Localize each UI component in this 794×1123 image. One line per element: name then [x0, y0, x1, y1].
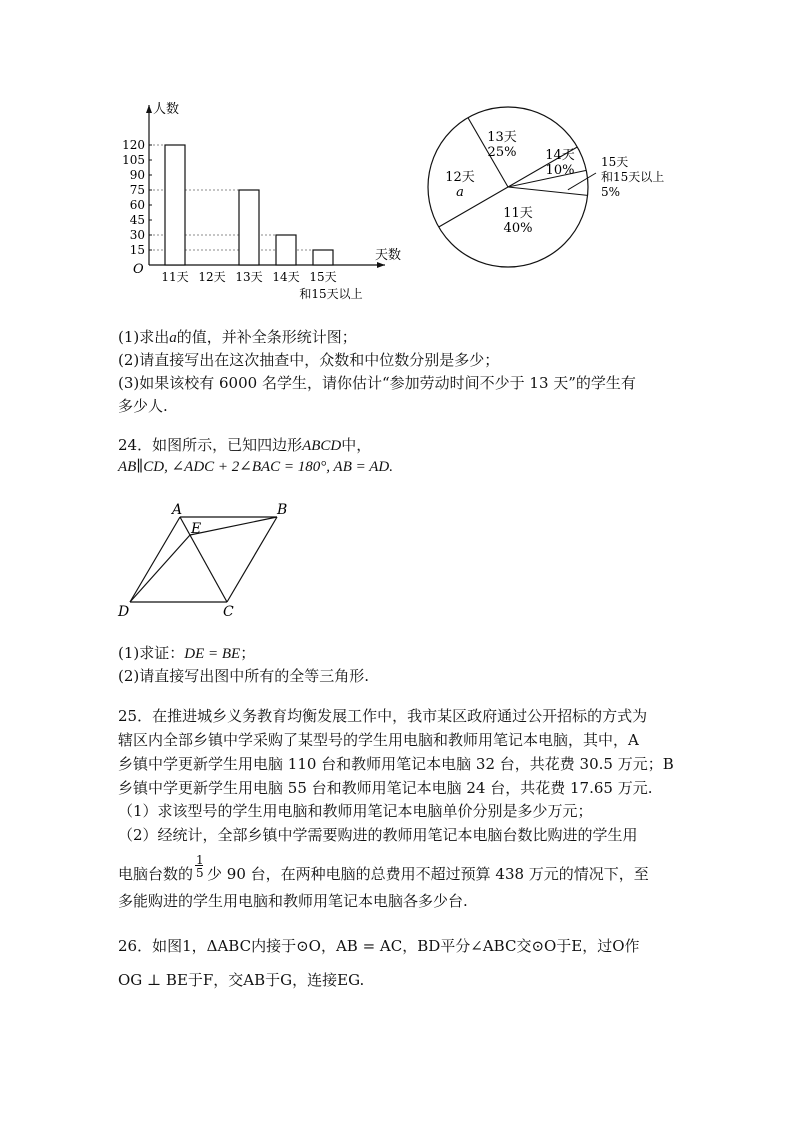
segment-de: [130, 535, 190, 602]
q25-line3: 乡镇中学更新学生用电脑 110 台和教师用笔记本电脑 32 台，共花费 30.5 万元；B: [118, 755, 674, 773]
pie-chart: [415, 95, 695, 275]
slice-label: 14天: [545, 148, 575, 163]
y-axis-arrow: [146, 105, 152, 113]
q25-line8: 多能购进的学生用电脑和教师用笔记本电脑各多少台.: [118, 892, 468, 910]
y-tick-label: 90: [129, 168, 145, 182]
q23-part1-text: (1)求出: [118, 328, 170, 346]
fraction: [193, 853, 207, 884]
slice-label: 13天: [487, 130, 517, 145]
q24-condition: AB∥CD, ∠ADC + 2∠BAC = 180°, AB = AD.: [118, 459, 393, 475]
q25-line1: 25．在推进城乡义务教育均衡发展工作中，我市某区政府通过公开招标的方式为: [118, 707, 648, 725]
q23-part3-line1: (3)如果该校有 6000 名学生，请你估计“参加劳动时间不少于 13 天”的学生有: [118, 374, 636, 392]
bar: [276, 235, 296, 265]
q24-text: 24．如图所示，已知四边形: [118, 436, 303, 454]
point-d-label: D: [118, 604, 130, 620]
geometry-figure: [112, 498, 302, 623]
bar: [239, 190, 259, 265]
segment-ad: [130, 517, 180, 602]
y-tick-label: 105: [122, 153, 145, 167]
q24-part1-expr: DE = BE: [184, 646, 241, 662]
x-axis-label: 天数: [375, 248, 402, 263]
fraction-numerator: 1: [196, 853, 204, 867]
x-tick-label: 12天: [198, 270, 226, 284]
x-tick-label: 13天: [235, 270, 263, 284]
y-axis-label: 人数: [153, 102, 180, 117]
q25-line7-text: 电脑台数的: [118, 865, 194, 883]
slice-value: 25%: [487, 145, 517, 160]
y-tick-label: 75: [129, 183, 145, 197]
q25-line2: 辖区内全部乡镇中学采购了某型号的学生用电脑和教师用笔记本电脑，其中，A: [118, 731, 639, 749]
segment-eb: [190, 517, 277, 535]
slice-label: 11天: [503, 206, 533, 221]
origin-label: O: [133, 262, 144, 277]
bar-chart: [110, 95, 410, 300]
var-a: a: [169, 330, 177, 346]
bar: [165, 145, 185, 265]
q26-line1: 26．如图1，ΔABC内接于⊙O，AB = AC，BD平分∠ABC交⊙O于E，过O作: [118, 937, 640, 955]
pie-layer: [428, 107, 664, 267]
bar: [313, 250, 333, 265]
y-tick-label: 15: [129, 243, 145, 257]
x-tick-sublabel: 和15天以上: [299, 287, 363, 300]
x-tick-label: 11天: [161, 270, 189, 284]
bar-layer: [122, 101, 401, 300]
y-tick-label: 60: [129, 198, 145, 212]
point-c-label: C: [223, 604, 234, 620]
q23-part1-text2: 的值，并补全条形统计图；: [176, 328, 357, 346]
slice-value: 10%: [545, 163, 575, 178]
x-tick-label: 15天: [309, 270, 337, 284]
q26-line2: OG ⊥ BE于F，交AB于G，连接EG.: [118, 971, 365, 989]
y-tick-label: 30: [129, 228, 145, 242]
q25-line5: （1）求该型号的学生用电脑和教师用笔记本电脑单价分别是多少万元；: [118, 802, 593, 820]
y-tick-label: 45: [129, 213, 145, 227]
q24-line1: [118, 435, 371, 456]
q24-part2: (2)请直接写出图中所有的全等三角形.: [118, 667, 370, 685]
y-tick-label: 120: [122, 138, 145, 152]
slice-label: 12天: [445, 170, 475, 185]
q24-var: ABCD: [302, 438, 342, 454]
point-a-label: A: [172, 502, 183, 518]
q24-text2: 中，: [341, 436, 372, 454]
q23-part2: (2)请直接写出在这次抽查中，众数和中位数分别是多少；: [118, 351, 500, 369]
point-e-label: E: [191, 521, 202, 537]
segment-bc: [227, 517, 277, 602]
slice-label: 15天: [601, 155, 629, 169]
slice-value: a: [456, 185, 464, 200]
segment-ac: [180, 517, 227, 602]
q25-line7-text2: 少 90 台，在两种电脑的总费用不超过预算 438 万元的情况下，至: [207, 865, 649, 883]
point-b-label: B: [277, 502, 288, 518]
fraction-denominator: 5: [196, 866, 204, 880]
slice-label-2: 和15天以上: [601, 170, 665, 184]
q23-part1: [118, 327, 357, 348]
q24-part1-end: ；: [240, 644, 256, 662]
q24-part1-text: (1)求证：: [118, 644, 185, 662]
slice-value: 40%: [503, 221, 533, 236]
q24-part1: [118, 643, 255, 664]
q23-part3-line2: 多少人.: [118, 397, 168, 415]
x-tick-label: 14天: [272, 270, 300, 284]
q25-line6: （2）经统计，全部乡镇中学需要购进的教师用笔记本电脑台数比购进的学生用: [118, 826, 638, 844]
q25-line4: 乡镇中学更新学生用电脑 55 台和教师用笔记本电脑 24 台，共花费 17.65 万元.: [118, 779, 653, 797]
slice-value: 5%: [601, 185, 621, 199]
q25-line7: [118, 853, 649, 884]
